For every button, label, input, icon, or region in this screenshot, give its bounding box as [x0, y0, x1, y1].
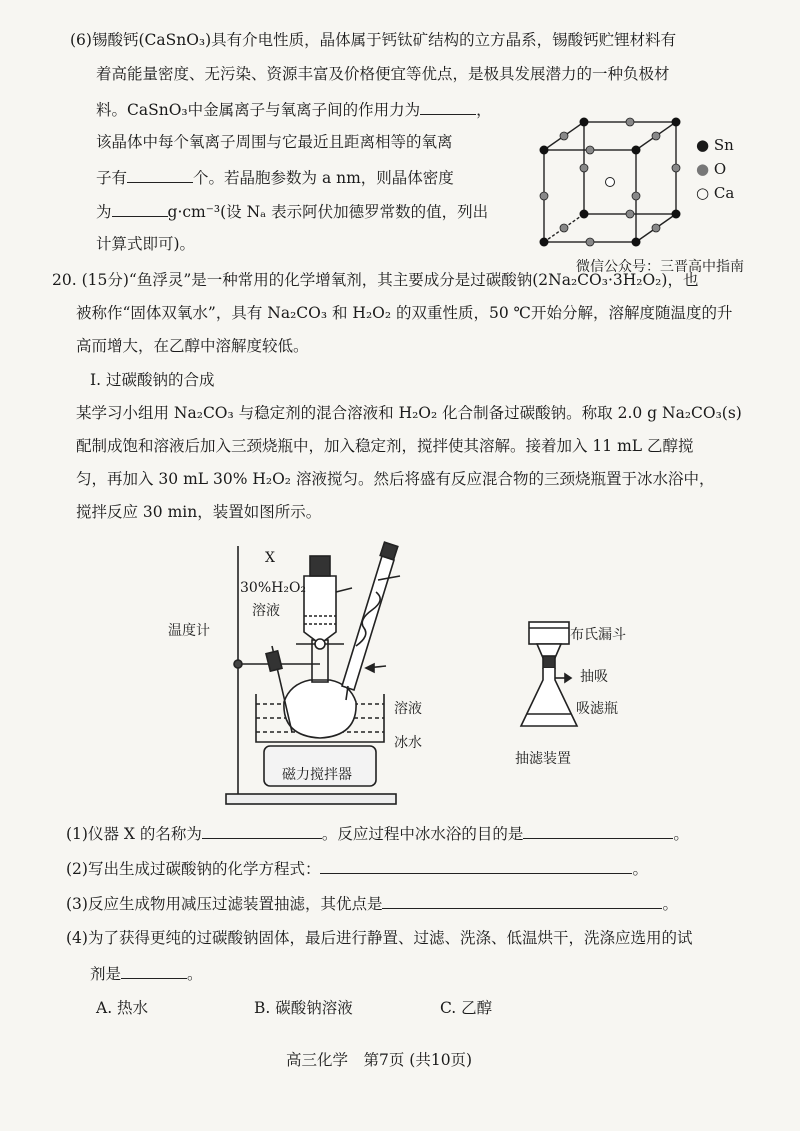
answer-blank-density[interactable]: [112, 198, 168, 217]
o-atom: [540, 192, 548, 200]
q20-head-1: 20. (15分)“鱼浮灵”是一种常用的化学增氧剂，其主要成分是过碳酸钠(2Na₂CO₃·3H₂O₂)，也: [52, 271, 699, 289]
label-x: X: [265, 550, 275, 566]
sn-atom: [540, 238, 549, 247]
q19-6-line-3: [96, 96, 492, 122]
o-atom: [580, 164, 588, 172]
q20-para-1: 某学习小组用 Na₂CO₃ 与稳定剂的混合溶液和 H₂O₂ 化合制备过碳酸钠。称取 2.0 g Na₂CO₃(s): [76, 404, 742, 422]
q19-6-line-5-text: 子有: [96, 169, 128, 187]
section-heading: Ⅰ. 过碳酸钠的合成: [90, 371, 215, 389]
q20-3-text: (3)反应生成物用减压过滤装置抽滤，其优点是: [66, 895, 383, 913]
answer-blank-advantage[interactable]: [382, 890, 662, 909]
ca-atom: [606, 178, 615, 187]
sn-atom: [540, 146, 549, 155]
o-atom: [626, 118, 634, 126]
answer-blank-equation[interactable]: [320, 855, 632, 874]
q20-2: [66, 855, 648, 881]
legend-ca-label: Ca: [713, 184, 735, 202]
q19-6-line-6: [96, 198, 488, 224]
label-liquid: 溶液: [394, 701, 422, 717]
q19-6-line-5: [96, 164, 454, 190]
label-buchner-funnel: 布氏漏斗: [570, 627, 626, 643]
answer-blank-oxygen-count[interactable]: [127, 164, 193, 183]
o-atom: [672, 164, 680, 172]
label-filter-flask: 吸滤瓶: [576, 701, 618, 717]
q20-para-4: 搅拌反应 30 min，装置如图所示。: [76, 503, 322, 521]
q20-4-text: 剂是: [90, 965, 122, 983]
q20-1-text-b: 。反应过程中冰水浴的目的是: [321, 825, 524, 843]
q20-3: [66, 890, 678, 916]
label-suction: 抽吸: [580, 669, 608, 685]
q19-6-line-4: 该晶体中每个氧离子周围与它最近且距离相等的氧离: [96, 133, 453, 151]
filter-device-caption: 抽滤装置: [515, 751, 571, 767]
q20-para-2: 配制成饱和溶液后加入三颈烧瓶中，加入稳定剂，搅拌使其溶解。接着加入 11 mL 乙醇搅: [76, 437, 694, 455]
legend-sn: ● Sn: [696, 136, 734, 154]
option-c[interactable]: C. 乙醇: [440, 999, 493, 1017]
q20-3-end: 。: [662, 895, 678, 913]
q20-2-text: (2)写出生成过碳酸钠的化学方程式：: [66, 860, 321, 878]
q19-6-line-6-text: 为: [96, 203, 112, 221]
q20-4-end: 。: [187, 965, 203, 983]
q20-1-text: (1)仪器 X 的名称为: [66, 825, 202, 843]
q20-head-2: 被称作“固体双氧水”，具有 Na₂CO₃ 和 H₂O₂ 的双重性质，50 ℃开始分解，溶解度随温度的升: [76, 304, 733, 322]
legend-o: ● O: [696, 160, 727, 178]
q20-head-3: 高而增大，在乙醇中溶解度较低。: [76, 337, 309, 355]
legend-sn-label: Sn: [713, 136, 734, 154]
q19-6-line-3-text: 料。CaSnO₃中金属离子与氧离子间的作用力为: [96, 101, 421, 119]
label-ice-water: 冰水: [394, 735, 422, 751]
sn-atom: [672, 210, 681, 219]
label-magnetic-stirrer: 磁力搅拌器: [282, 767, 352, 783]
option-b[interactable]: B. 碳酸钠溶液: [254, 999, 353, 1017]
label-thermometer: 温度计: [168, 623, 210, 639]
legend-o-label: O: [713, 160, 727, 178]
answer-blank-force[interactable]: [420, 96, 476, 115]
sn-atom: [580, 210, 589, 219]
answer-blank-reagent[interactable]: [121, 960, 187, 979]
sn-atom: [632, 238, 641, 247]
legend-ca: ○ Ca: [696, 184, 735, 202]
o-atom: [586, 238, 594, 246]
q19-6-line-7: 计算式即可)。: [96, 235, 196, 253]
o-atom: [586, 146, 594, 154]
sn-atom: [632, 146, 641, 155]
q19-6-line-3-tail: ，: [476, 101, 492, 119]
q19-6-line-1: (6)锡酸钙(CaSnO₃)具有介电性质，晶体属于钙钛矿结构的立方晶系，锡酸钙贮锂材料有: [70, 31, 677, 49]
q20-2-end: 。: [632, 860, 648, 878]
sn-atom: [672, 118, 681, 127]
q20-4: (4)为了获得更纯的过碳酸钠固体，最后进行静置、过滤、洗涤、低温烘干，洗涤应选用的试: [66, 929, 693, 947]
page-footer: 高三化学 第7页 (共10页): [286, 1051, 473, 1069]
q20-1-end: 。: [673, 825, 689, 843]
option-a[interactable]: A. 热水: [96, 999, 149, 1017]
o-atom: [626, 210, 634, 218]
label-h2o2-solution: 溶液: [252, 603, 280, 619]
answer-blank-instrument-x[interactable]: [202, 820, 322, 839]
q20-1: [66, 820, 689, 846]
q19-6-line-2: 着高能量密度、无污染、资源丰富及价格便宜等优点，是极具发展潜力的一种负极材: [96, 65, 670, 83]
o-atom: [560, 224, 568, 232]
o-atom: [632, 192, 640, 200]
sn-atom: [580, 118, 589, 127]
q20-para-3: 匀，再加入 30 mL 30% H₂O₂ 溶液搅匀。然后将盛有反应混合物的三颈烧瓶置于冰水浴中，: [76, 470, 715, 488]
q20-4-cont: [90, 960, 203, 986]
answer-blank-ice-bath-purpose[interactable]: [523, 820, 673, 839]
o-atom: [560, 132, 568, 140]
label-h2o2: 30%H₂O₂: [240, 580, 307, 596]
crystal-cell-diagram: [530, 108, 715, 258]
q19-6-line-5-tail: 个。若晶胞参数为 a nm，则晶体密度: [193, 169, 454, 187]
o-atom: [652, 132, 660, 140]
watermark-text: 微信公众号：三晋高中指南: [576, 259, 744, 275]
o-atom: [652, 224, 660, 232]
q19-6-line-6-tail: g·cm⁻³(设 Nₐ 表示阿伏加德罗常数的值，列出: [167, 203, 489, 221]
